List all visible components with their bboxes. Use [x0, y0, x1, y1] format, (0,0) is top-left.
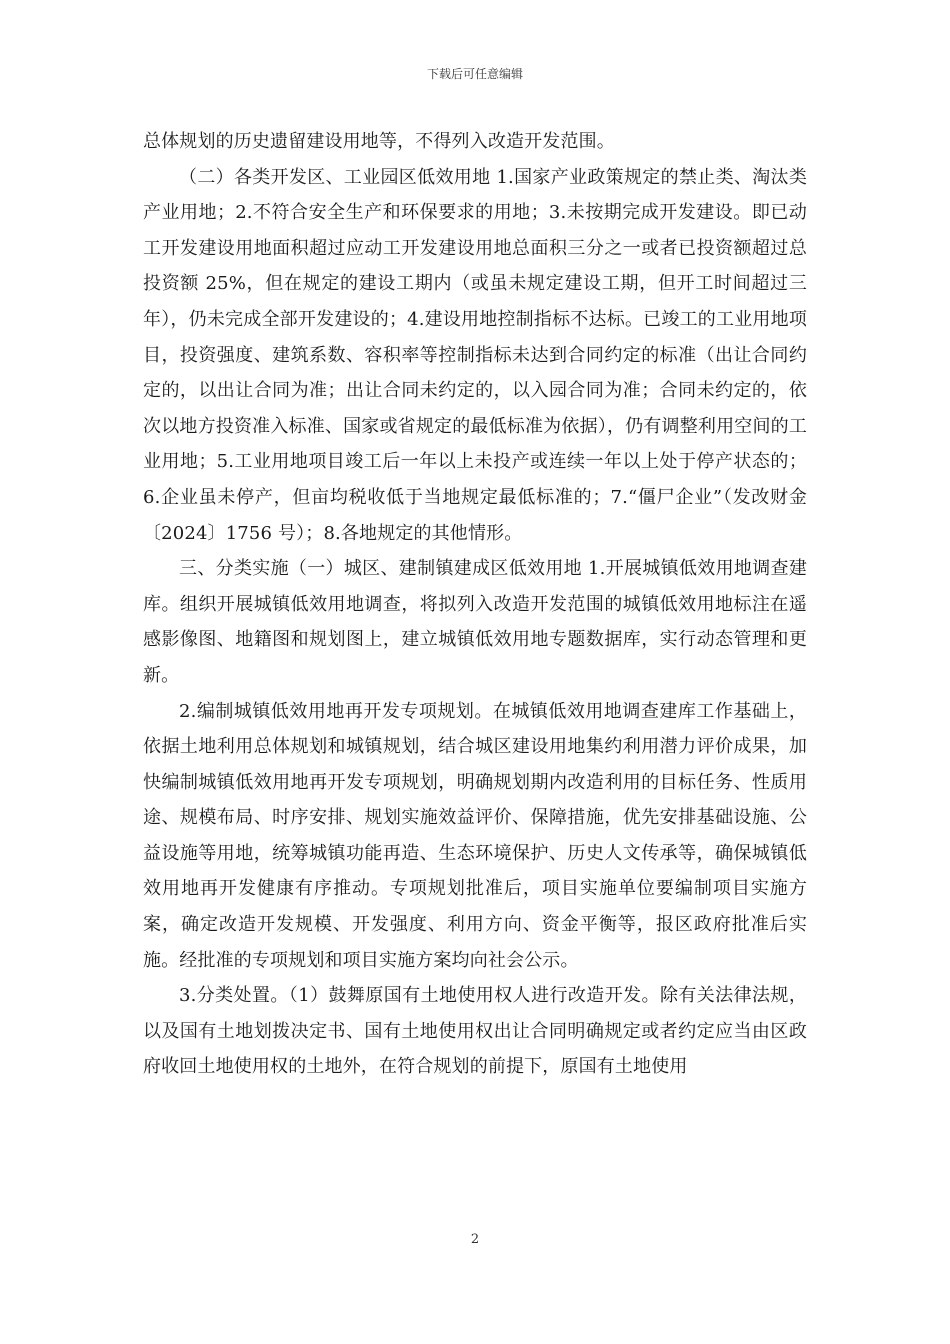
page-header: 下载后可任意编辑 — [426, 67, 523, 81]
paragraph-1: 总体规划的历史遗留建设用地等，不得列入改造开发范围。 — [143, 131, 615, 152]
page-number: 2 — [470, 1232, 480, 1247]
paragraph-4: 2.编制城镇低效用地再开发专项规划。在城镇低效用地调查建库工作基础上，依据土地利用总体规划和城镇规划，结合城区建设用地集约利用潜力评价成果，加快编制城镇低效用地再开发专项规划，明确规划期内改造利用的目标任务、性质用途、规模布局、时序安排、规划实施效益评价、保障措施，优先安排基础设施、公益设施等用地，统筹城镇功能再造、生态环境保护、历史人文传承等，确保城镇低效用地再开发健康有序推动。专项规划批准后，项目实施单位要编制项目实施方案，确定改造开发规模、开发强度、利用方向、资金平衡等，报区政府批准后实施。经批准的专项规划和项目实施方案均向社会公示。 — [143, 700, 807, 971]
paragraph-5: 3.分类处置。（1）鼓舞原国有土地使用权人进行改造开发。除有关法律法规，以及国有土地划拨决定书、国有土地使用权出让合同明确规定或者约定应当由区政府收回土地使用权的土地外，在符合规划的前提下，原国有土地使用 — [143, 985, 807, 1078]
paragraph-3: 三、分类实施（一）城区、建制镇建成区低效用地 1.开展城镇低效用地调查建库。组织开展城镇低效用地调查，将拟列入改造开发范围的城镇低效用地标注在遥感影像图、地籍图和规划图上，建立城镇低效用地专题数据库，实行动态管理和更新。 — [143, 558, 807, 686]
document-body — [143, 124, 807, 1085]
paragraph-2: （二）各类开发区、工业园区低效用地 1.国家产业政策规定的禁止类、淘汰类产业用地；2.不符合安全生产和环保要求的用地；3.未按期完成开发建设。即已动工开发建设用地面积超过应动工开发建设用地总面积三分之一或者已投资额超过总投资额 25%，但在规定的建设工期内（或虽未规定建设工期，但开工时间超过三年），仍未完成全部开发建设的；4.建设用地控制指标不达标。已竣工的工业用地项目，投资强度、建筑系数、容积率等控制指标未达到合同约定的标准（出让合同约定的，以出让合同为准；出让合同未约定的，以入园合同为准；合同未约定的，依次以地方投资准入标准、国家或省规定的最低标准为依据），仍有调整利用空间的工业用地；5.工业用地项目竣工后一年以上未投产或连续一年以上处于停产状态的；6.企业虽未停产，但亩均税收低于当地规定最低标准的；7.“僵尸企业”（发改财金〔2024〕1756 号）；8.各地规定的其他情形。 — [143, 166, 807, 544]
